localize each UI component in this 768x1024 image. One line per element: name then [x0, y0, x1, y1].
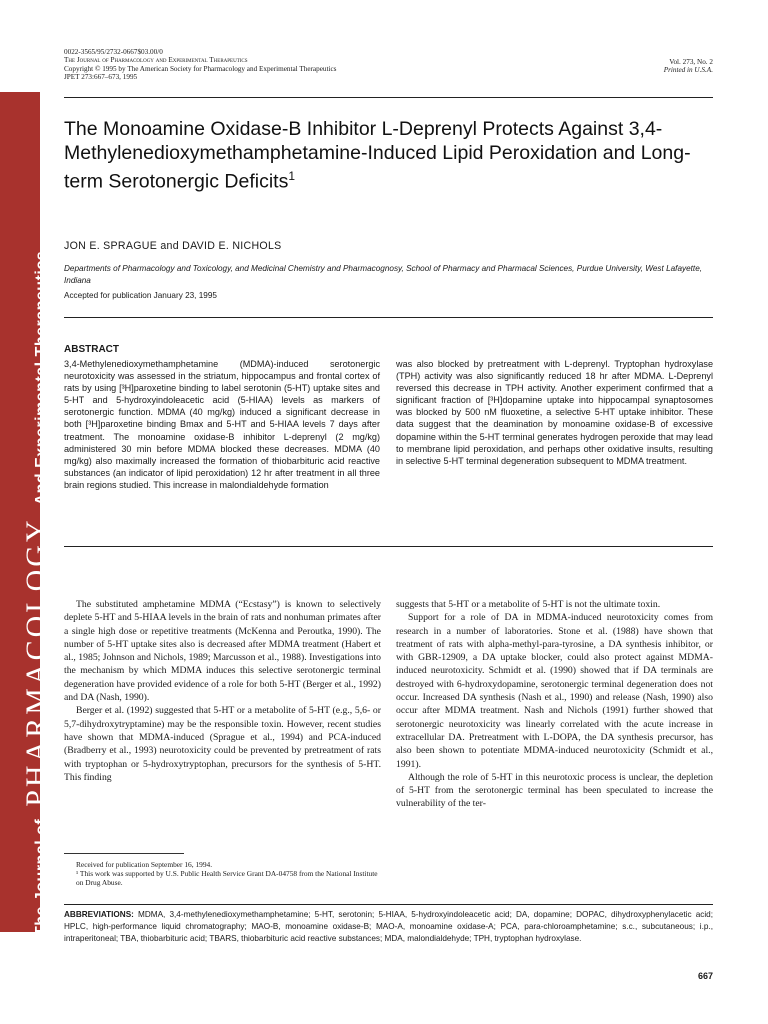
grant-note: ¹ This work was supported by U.S. Public Health Service Grant DA-04758 from the National Institute on Drug Abuse.: [76, 869, 378, 887]
abbreviations-rule: [64, 904, 713, 905]
abstract-rule: [64, 546, 713, 547]
body-paragraph: Although the role of 5-HT in this neurotoxic process is unclear, the depletion of 5-HT from the serotonergic terminal has been speculated to increase the vulnerability of the ter-: [396, 771, 713, 810]
journal-spine: [0, 92, 53, 936]
copyright: Copyright © 1995 by The American Society for Pharmacology and Experimental Therapeutics: [64, 64, 337, 73]
spine-part1: The Journal of: [33, 818, 50, 936]
abstract-column-1: 3,4-Methylenedioxymethamphetamine (MDMA)-induced serotonergic neurotoxicity was assessed in the striatum, hippocampus and frontal cortex of rats by using [³H]paroxetine binding to label serotonin (5-HT) uptake sites and 5-HT and 5-hydroxyindoleacetic acid (5-HIAA) levels as markers of serotonergic function. MDMA (40 mg/kg) induced a significant decrease in both [³H]paroxetine binding Bmax and 5-HT and 5-HIAA levels 7 days after treatment. The monoamine oxidase-B inhibitor L-deprenyl (2 mg/kg) administered 30 min before MDMA blocked these decreases. MDMA (40 mg/kg) also maximally increased the formation of thiobarbituric acid reactive substances (an indicator of lipid peroxidation) 12 hr after treatment in all three brain regions studied. This increase in malondialdehyde formation: [64, 359, 380, 490]
printed-in: Printed in U.S.A.: [663, 66, 713, 75]
body-paragraph: The substituted amphetamine MDMA (“Ecstasy”) is known to selectively deplete 5-HT and 5-HIAA levels in the brain of rats and nonhuman primates after a single high dose or repetitive treatments (McKenna and Peroutka, 1990). The number of 5-HT uptake sites also is decreased after MDMA treatment (Habert et al., 1985; Johnson and Nichols, 1989; Marcusson et al., 1988). Investigations into the mechanism by which MDMA induces this selective serotonergic terminal degeneration have provided evidence of a role for both 5-HT (Berger et al., 1992) and DA (Nash, 1990).: [64, 599, 381, 704]
accepted-date: Accepted for publication January 23, 1995: [64, 291, 217, 300]
publication-info: [64, 48, 336, 82]
abstract-column-2: was also blocked by pretreatment with L-deprenyl. Tryptophan hydroxylase (TPH) activity was also significantly reduced 18 hr after MDMA. L-Deprenyl reversed this decrease in TPH activity. Another experiment confirmed that a significant fraction of [³H]dopamine uptake into hippocampal synaptosomes was blocked by 500 nM fluoxetine, a selective 5-HT uptake inhibitor. These data suggest that the deamination by monoamine oxidase-B of excessive dopamine within the 5-HT terminal generates hydrogen peroxide that may lead to membrane lipid peroxidation, and perhaps other oxidative insults, resulting in selective 5-HT terminal degeneration subsequent to MDMA treatment.: [396, 359, 713, 466]
body-column-left: [64, 598, 381, 784]
title-text: The Monoamine Oxidase-B Inhibitor L-Deprenyl Protects Against 3,4-Methylenedioxymethamphetamine-Induced Lipid Peroxidation and Long-term Serotonergic Deficits: [64, 118, 691, 193]
abbreviations-text: MDMA, 3,4-methylenedioxymethamphetamine; 5-HT, serotonin; 5-HIAA, 5-hydroxyindoleacetic acid; DA, dopamine; DOPAC, dihydroxyphenylacetic acid; HPLC, high-performance liquid chromatography; MAO-B, monoamine oxidase-B; MAO-A, monoamine oxidase-A; PCA, para-chloroamphetamine; s.c., subcutaneous; i.p., intraperitoneal; TBA, thiobarbituric acid; TBARS, thiobarbituric acid reactive substances; MDA, malondialdehyde; TPH, tryptophan hydroxylase.: [64, 910, 714, 943]
abbreviations-label: ABBREVIATIONS:: [64, 910, 134, 919]
volume-info: [664, 58, 713, 75]
header-rule: [64, 97, 713, 98]
abstract-heading: ABSTRACT: [64, 344, 119, 355]
spine-part2: PHARMACOLOGY: [20, 517, 53, 807]
body-paragraph: Berger et al. (1992) suggested that 5-HT or a metabolite of 5-HT (e.g., 5,6- or 5,7-dihydroxytryptamine) may be the responsible toxin. However, recent studies have shown that MDMA-induced (Sprague et al., 1994) and PCA-induced (Bradberry et al., 1993) neurotoxicity could be prevented by pretreatment of rats with tryptophan or 5-hydroxytryptophan, precursors for the synthesis of 5-HT. This finding: [64, 705, 381, 783]
page-number: 667: [697, 971, 713, 981]
authors: JON E. SPRAGUE and DAVID E. NICHOLS: [64, 240, 282, 252]
footnotes: [64, 860, 384, 887]
received-note: Received for publication September 16, 1994.: [76, 860, 213, 869]
volume: Vol. 273, No. 2: [669, 58, 713, 66]
title-rule: [64, 317, 713, 318]
spine-part3: And Experimental Therapeutics: [33, 250, 50, 506]
journal-name: The Journal of Pharmacology and Experimental Therapeutics: [64, 56, 248, 65]
citation: JPET 273:667–673, 1995: [64, 73, 138, 82]
spine-text: [20, 251, 54, 936]
article-title: [64, 118, 704, 194]
title-footnote-marker: 1: [288, 169, 296, 183]
footnote-rule: [64, 853, 184, 854]
body-paragraph: suggests that 5-HT or a metabolite of 5-HT is not the ultimate toxin.: [396, 599, 661, 610]
body-paragraph: Support for a role of DA in MDMA-induced neurotoxicity comes from research in a number of laboratories. Stone et al. (1988) have shown that treatment of rats with alpha-methyl-para-tyrosine, a DA synthesis inhibitor, or with GBR-12909, a DA uptake blocker, could also protect against MDMA-induced neurotoxicity. Schmidt et al. (1990) showed that if DA terminals are destroyed with 6-hydroxydopamine, serotonergic terminal degeneration does not occur. Increased DA synthesis (Nash et al., 1990) and release (Nash, 1990) also occur after MDMA treatment. Nash and Nichols (1991) further showed that serotonergic neurotoxicity was linearly correlated with the acute increase in extracellular DA. Pretreatment with L-DOPA, the DA synthesis precursor, has also been shown to potentiate MDMA-induced neurotoxicity (Schmidt et al., 1991).: [396, 612, 713, 770]
abbreviations: [64, 909, 713, 945]
issn: 0022-3565/95/2732-0667$03.00/0: [64, 48, 163, 56]
affiliation: Departments of Pharmacology and Toxicology, and Medicinal Chemistry and Pharmacognosy, School of Pharmacy and Pharmacal Sciences, Purdue University, West Lafayette, Indiana: [64, 264, 703, 285]
body-column-right: [396, 598, 713, 811]
